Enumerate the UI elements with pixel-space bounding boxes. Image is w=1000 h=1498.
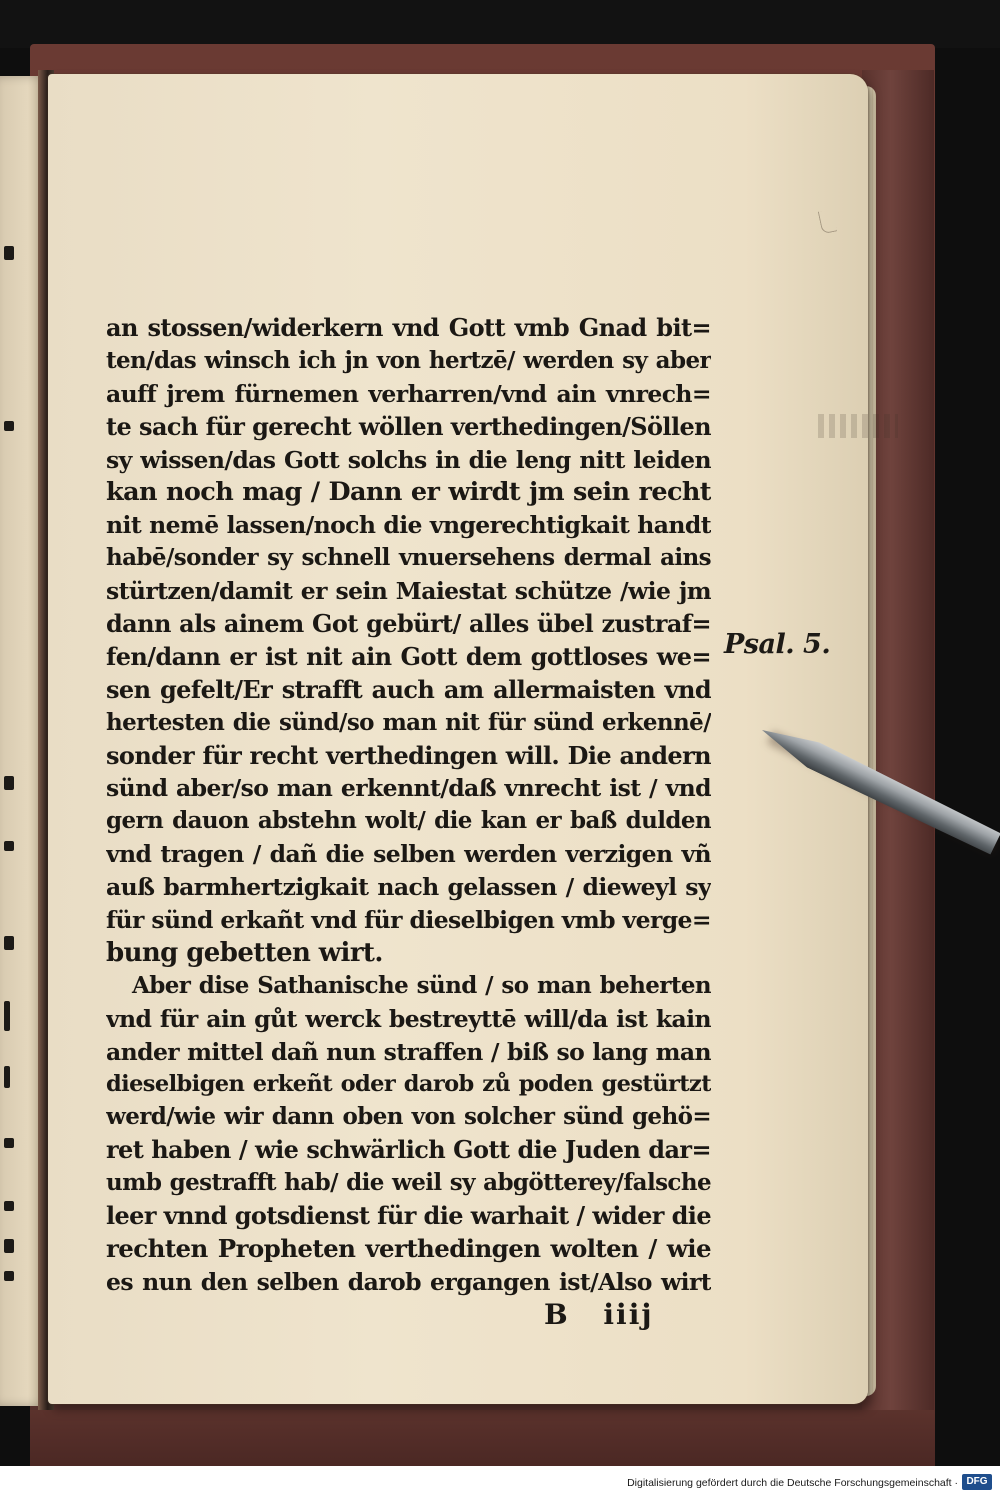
- text-line: te sach für gerecht wöllen verthedingen/Söllen: [106, 411, 711, 441]
- signature-mark: B iiij: [544, 1298, 654, 1331]
- text-line: sy wissen/das Gott solchs in die leng nitt leiden: [106, 445, 711, 474]
- left-page-ink-fragment: [4, 1239, 14, 1253]
- left-page-ink-fragment: [4, 1001, 10, 1031]
- top-dark-strip: [0, 0, 1000, 48]
- text-line: auß barmhertzigkait nach gelassen / dieweyl sy: [106, 873, 711, 902]
- text-line: dieselbigen erkeñt oder darob zů poden gestürtzt: [106, 1071, 711, 1098]
- page-text-block: [106, 312, 711, 1299]
- text-line: leer vnnd gotsdienst für die warhait / wider die: [106, 1201, 711, 1231]
- left-page-ink-fragment: [4, 1138, 14, 1148]
- left-page-ink-fragment: [4, 246, 14, 260]
- text-line: bung gebetten wirt.: [106, 937, 383, 968]
- text-line: ret haben / wie schwärlich Gott die Juden dar=: [106, 1135, 711, 1165]
- book-cover-bottom-edge: [30, 1410, 935, 1466]
- left-page-ink-fragment: [4, 1271, 14, 1281]
- dfg-logo-icon: DFG: [962, 1474, 992, 1490]
- text-line: nit nemē lassen/noch die vngerechtigkait handt: [106, 511, 711, 540]
- text-line: gern dauon abstehn wolt/ die kan er baß dulden: [106, 807, 711, 835]
- left-page-ink-fragment: [4, 936, 14, 950]
- text-line: ten/das winsch ich jn von hertzē/ werden sy aber: [106, 346, 711, 374]
- text-line: vnd für ain gůt werck bestreyttē will/da ist kain: [106, 1004, 711, 1033]
- left-page-ink-fragment: [4, 841, 14, 851]
- text-line: auff jrem fürnemen verharren/vnd ain vnrech=: [106, 379, 711, 408]
- text-line: an stossen/widerkern vnd Gott vmb Gnad bit=: [106, 313, 711, 342]
- text-line: stürtzen/damit er sein Maiestat schütze /wie jm: [106, 577, 711, 606]
- text-line: habē/sonder sy schnell vnuersehens dermal ains: [106, 544, 711, 572]
- text-line: werd/wie wir dann oben von solcher sünd gehö=: [106, 1103, 711, 1131]
- text-line: rechten Propheten verthedingen wolten / wie: [106, 1233, 711, 1263]
- text-line: hertesten die sünd/so man nit für sünd erkennē/: [106, 708, 711, 736]
- text-line: kan noch mag / Dann er wirdt jm sein recht: [106, 477, 711, 508]
- text-line: sonder für recht verthedingen will. Die andern: [106, 740, 711, 770]
- left-page-ink-fragment: [4, 776, 14, 790]
- text-line: Aber dise Sathanische sünd / so man beherten: [132, 971, 711, 999]
- digitization-credit-text: Digitalisierung gefördert durch die Deutsche Forschungsgemeinschaft ·: [627, 1477, 958, 1489]
- text-line: für sünd erkañt vnd für dieselbigen vmb verge=: [106, 906, 711, 935]
- text-line: dann als ainem Got gebürt/ alles übel zustraf=: [106, 609, 711, 639]
- margin-note-psalm-reference: Psal. 5.: [724, 629, 831, 660]
- left-page-ink-fragment: [4, 1066, 10, 1088]
- left-page-ink-fragment: [4, 1201, 14, 1211]
- text-line: umb gestrafft hab/ die weil sy abgötterey/falsche: [106, 1169, 711, 1197]
- right-page: [48, 74, 868, 1404]
- text-line: es nun den selben darob ergangen ist/Also wirt: [106, 1267, 711, 1296]
- text-line: fen/dann er ist nit ain Gott dem gottloses we=: [106, 641, 711, 671]
- show-through-ink: [818, 414, 898, 438]
- text-line: ander mittel dañ nun straffen / biß so lang man: [106, 1037, 711, 1066]
- left-page-ink-fragment: [4, 421, 14, 431]
- text-line: vnd tragen / dañ die selben werden verzigen vñ: [106, 840, 711, 869]
- text-line: sen gefelt/Er strafft auch am allermaisten vnd: [106, 674, 711, 704]
- pencil-annotation-mark: [818, 209, 837, 235]
- text-line: sünd aber/so man erkennt/daß vnrecht ist / vnd: [106, 774, 711, 803]
